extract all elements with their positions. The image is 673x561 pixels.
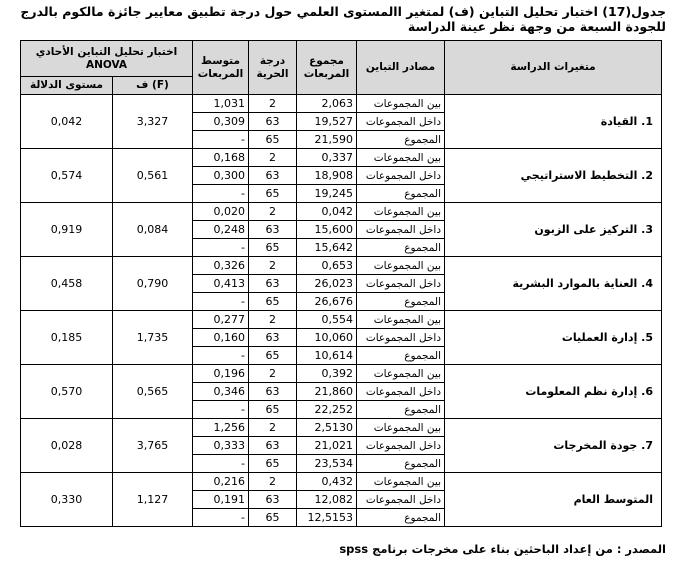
sum-squares-value: 26,023 [297,275,357,293]
df-value: 2 [249,203,297,221]
variance-source: المجموع [357,293,445,311]
df-header: درجة الحرية [249,41,297,95]
sum-squares-value: 22,252 [297,401,357,419]
mean-square-value: - [193,185,249,203]
df-value: 63 [249,221,297,239]
mean-square-value: - [193,293,249,311]
mean-square-value: 0,326 [193,257,249,275]
f-value: 0,565 [113,365,193,419]
df-value: 65 [249,401,297,419]
variables-header: متغيرات الدراسة [445,41,662,95]
mean-square-value: - [193,509,249,527]
table-row [21,149,662,167]
mean-square-value: 1,031 [193,95,249,113]
study-variable: 6. إدارة نظم المعلومات [445,365,662,419]
variance-source: المجموع [357,509,445,527]
sum-squares-value: 21,590 [297,131,357,149]
mean-square-header: متوسط المربعات [193,41,249,95]
variance-source: داخل المجموعات [357,491,445,509]
sum-squares-value: 2,5130 [297,419,357,437]
df-value: 2 [249,149,297,167]
variance-source: بين المجموعات [357,203,445,221]
sum-squares-value: 0,042 [297,203,357,221]
df-value: 65 [249,185,297,203]
table-row [21,95,662,113]
study-variable: 7. جودة المخرجات [445,419,662,473]
sum-squares-value: 19,245 [297,185,357,203]
f-value: 1,735 [113,311,193,365]
df-value: 2 [249,365,297,383]
sum-squares-value: 18,908 [297,167,357,185]
variance-source: بين المجموعات [357,257,445,275]
variance-source: بين المجموعات [357,149,445,167]
study-variable: 4. العناية بالموارد البشرية [445,257,662,311]
mean-square-value: - [193,455,249,473]
sum-squares-value: 12,5153 [297,509,357,527]
sum-squares-value: 0,432 [297,473,357,491]
sum-squares-value: 15,642 [297,239,357,257]
df-value: 63 [249,491,297,509]
mean-square-value: 0,413 [193,275,249,293]
mean-square-value: 0,160 [193,329,249,347]
f-value: 3,327 [113,95,193,149]
table-row [21,311,662,329]
f-value: 0,084 [113,203,193,257]
study-variable: 2. التخطيط الاستراتيجي [445,149,662,203]
mean-square-value: - [193,131,249,149]
sig-value: 0,458 [21,257,113,311]
f-value: 3,765 [113,419,193,473]
df-value: 65 [249,293,297,311]
variance-source: المجموع [357,131,445,149]
sig-value: 0,330 [21,473,113,527]
sig-value: 0,185 [21,311,113,365]
variance-source: المجموع [357,185,445,203]
f-value: 0,790 [113,257,193,311]
variance-source: داخل المجموعات [357,437,445,455]
study-variable: 3. التركيز على الزبون [445,203,662,257]
variance-source: المجموع [357,239,445,257]
df-value: 63 [249,383,297,401]
variance-source: بين المجموعات [357,95,445,113]
sig-value: 0,570 [21,365,113,419]
mean-square-value: 0,309 [193,113,249,131]
sig-value: 0,042 [21,95,113,149]
sum-squares-value: 26,676 [297,293,357,311]
table-row [21,419,662,437]
mean-square-value: 0,196 [193,365,249,383]
df-value: 65 [249,239,297,257]
f-value: 0,561 [113,149,193,203]
variance-source: داخل المجموعات [357,329,445,347]
mean-square-value: - [193,401,249,419]
mean-square-value: 0,333 [193,437,249,455]
variance-source: بين المجموعات [357,473,445,491]
sum-squares-value: 0,337 [297,149,357,167]
df-value: 63 [249,275,297,293]
study-variable: 5. إدارة العمليات [445,311,662,365]
variance-source: داخل المجموعات [357,221,445,239]
mean-square-value: 1,256 [193,419,249,437]
f-value: 1,127 [113,473,193,527]
df-value: 63 [249,113,297,131]
sum-squares-value: 0,554 [297,311,357,329]
variance-source: المجموع [357,401,445,419]
mean-square-value: 0,191 [193,491,249,509]
anova-group-header: اختبار تحليل التباين الأحادي ANOVA [21,41,193,77]
sum-squares-value: 23,534 [297,455,357,473]
sum-squares-value: 0,392 [297,365,357,383]
sum-squares-value: 21,021 [297,437,357,455]
df-value: 63 [249,437,297,455]
sum-squares-value: 10,614 [297,347,357,365]
variance-source: داخل المجموعات [357,383,445,401]
df-value: 65 [249,509,297,527]
study-variable: 1. القيادة [445,95,662,149]
variance-source: داخل المجموعات [357,113,445,131]
sum-squares-value: 12,082 [297,491,357,509]
df-value: 2 [249,473,297,491]
anova-table [20,40,662,527]
table-row [21,473,662,491]
sum-squares-value: 0,653 [297,257,357,275]
mean-square-value: 0,248 [193,221,249,239]
df-value: 2 [249,257,297,275]
sum-squares-value: 15,600 [297,221,357,239]
sig-value: 0,574 [21,149,113,203]
df-value: 65 [249,347,297,365]
mean-square-value: 0,020 [193,203,249,221]
study-variable: المتوسط العام [445,473,662,527]
source-header: مصادر التباين [357,41,445,95]
mean-square-value: 0,300 [193,167,249,185]
mean-square-value: 0,168 [193,149,249,167]
sum-squares-value: 2,063 [297,95,357,113]
f-header: ف (F) [113,77,193,95]
mean-square-value: 0,346 [193,383,249,401]
sig-value: 0,028 [21,419,113,473]
sum-squares-header: مجموع المربعات [297,41,357,95]
df-value: 2 [249,311,297,329]
sum-squares-value: 21,860 [297,383,357,401]
variance-source: بين المجموعات [357,419,445,437]
variance-source: بين المجموعات [357,311,445,329]
variance-source: بين المجموعات [357,365,445,383]
table-row [21,365,662,383]
mean-square-value: 0,277 [193,311,249,329]
variance-source: داخل المجموعات [357,275,445,293]
df-value: 2 [249,419,297,437]
mean-square-value: - [193,239,249,257]
source-note: المصدر : من إعداد الباحثين بناء على مخرجات برنامج spss [339,542,666,556]
table-row [21,203,662,221]
variance-source: المجموع [357,347,445,365]
df-value: 65 [249,455,297,473]
variance-source: المجموع [357,455,445,473]
mean-square-value: 0,216 [193,473,249,491]
sum-squares-value: 19,527 [297,113,357,131]
table-row [21,257,662,275]
sum-squares-value: 10,060 [297,329,357,347]
df-value: 63 [249,329,297,347]
sig-header: مستوى الدلالة [21,77,113,95]
mean-square-value: - [193,347,249,365]
table-caption: جدول(17) اختبار تحليل التباين (ف) لمتغير االمستوى العلمي حول درجة تطبيق معايير جائزة مالكوم بالدرج للجودة السبعة من وجهة نظر عينة الدراسة [20,4,666,34]
df-value: 63 [249,167,297,185]
variance-source: داخل المجموعات [357,167,445,185]
df-value: 65 [249,131,297,149]
sig-value: 0,919 [21,203,113,257]
df-value: 2 [249,95,297,113]
